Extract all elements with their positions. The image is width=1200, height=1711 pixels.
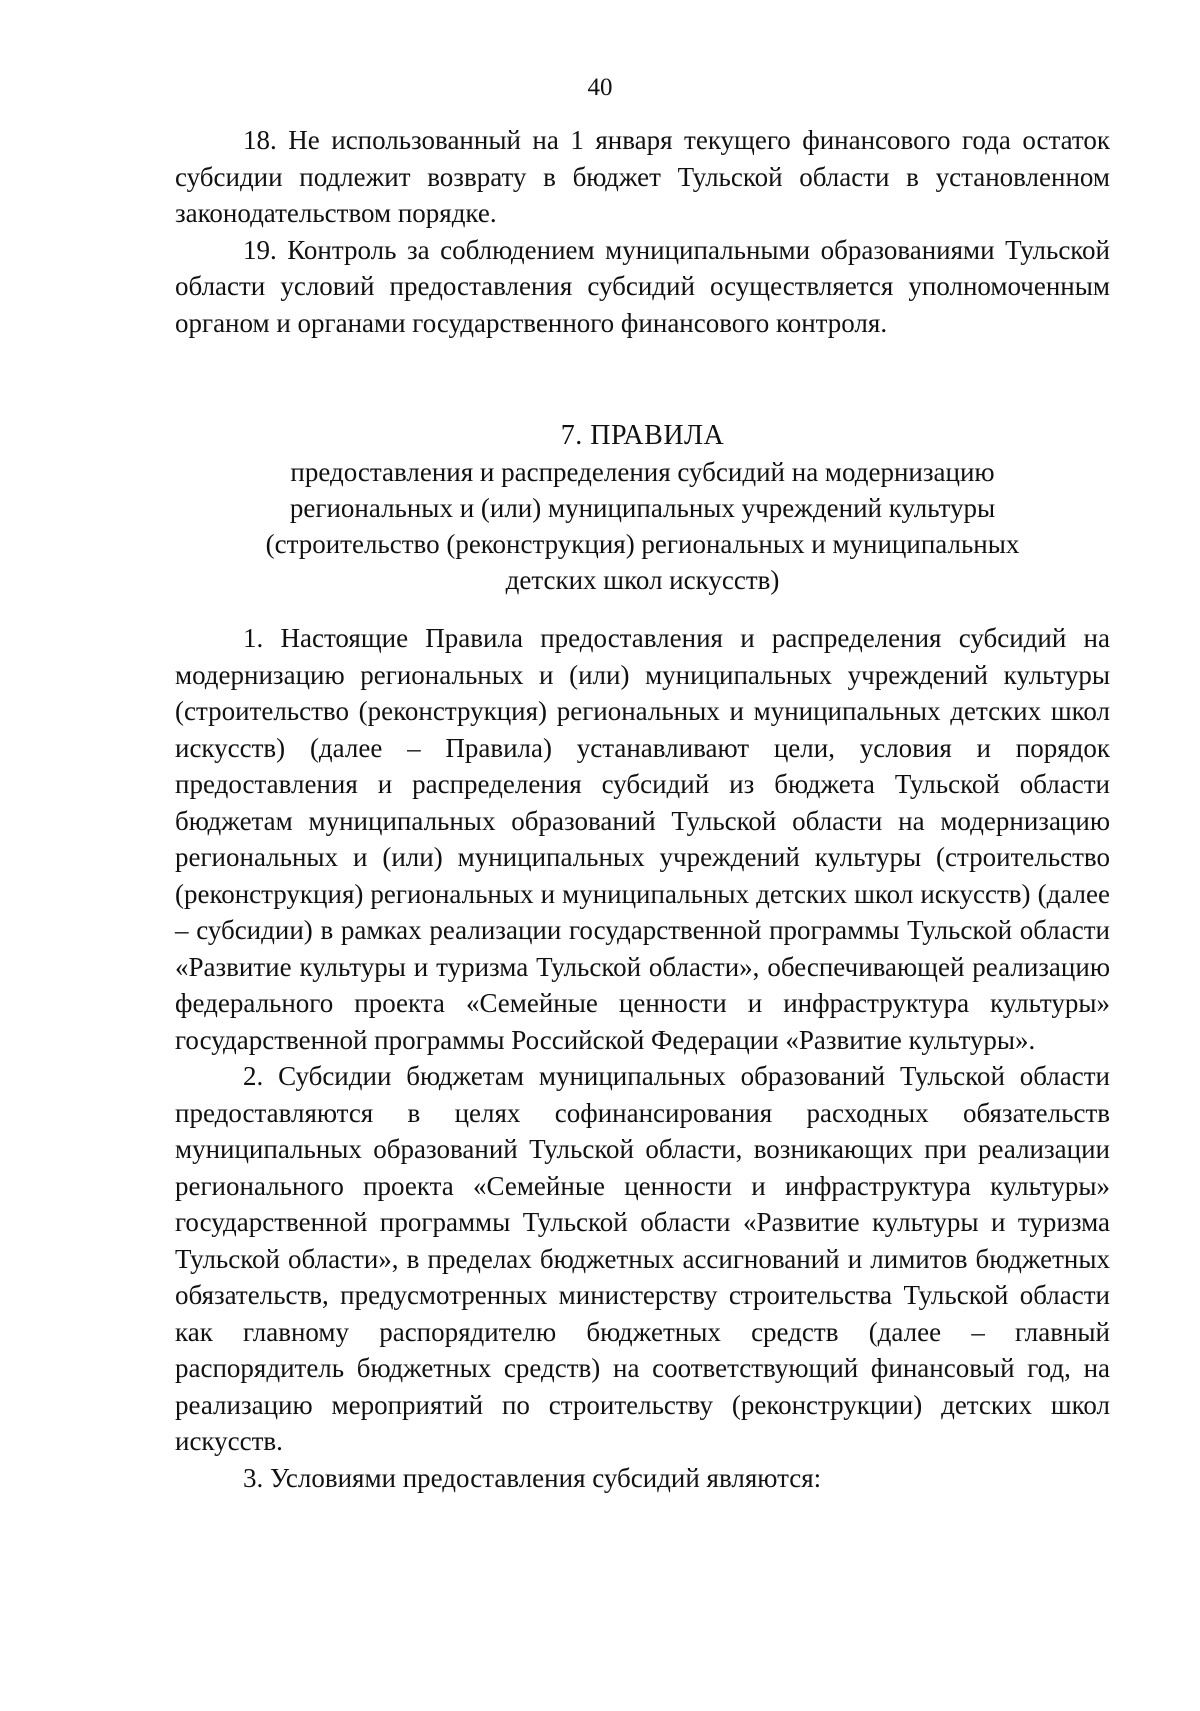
section-subtitle-line: региональных и (или) муниципальных учреждений культуры — [289, 493, 996, 523]
page-number: 40 — [587, 74, 613, 101]
rules-body — [175, 620, 1110, 1496]
section-subtitle-line: предоставления и распределения субсидий на модернизацию — [290, 457, 995, 487]
section-subtitle-line: (строительство (реконструкция) региональных и муниципальных — [265, 529, 1020, 559]
paragraph-18: 18. Не использованный на 1 января текущего финансового года остаток субсидии подлежит возврату в бюджет Тульской области в установленном законодательством порядке. — [175, 125, 1110, 228]
section-subtitle — [175, 454, 1110, 598]
section-subtitle-line: детских школ искусств) — [505, 565, 780, 595]
section-heading-block — [175, 418, 1110, 598]
paragraph-1: 1. Настоящие Правила предоставления и распределения субсидий на модернизацию региональных и (или) муниципальных учреждений культуры (строительство (реконструкция) региональных и муниципальных детских школ искусств) (далее – Правила) устанавливают цели, условия и порядок предоставления и распределения субсидий из бюджета Тульской области бюджетам муниципальных образований Тульской области на модернизацию региональных и (или) муниципальных учреждений культуры (строительство (реконструкция) региональных и муниципальных детских школ искусств) (далее – субсидии) в рамках реализации государственной программы Тульской области «Развитие культуры и туризма Тульской области», обеспечивающей реализацию федерального проекта «Семейные ценности и инфраструктура культуры» государственной программы Российской Федерации «Развитие культуры». — [175, 623, 1110, 1055]
paragraph-3: 3. Условиями предоставления субсидий являются: — [243, 1462, 822, 1493]
top-paragraphs — [175, 122, 1110, 341]
paragraph-2: 2. Субсидии бюджетам муниципальных образований Тульской области предоставляются в целях софинансирования расходных обязательств муниципальных образований Тульской области, возникающих при реализации регионального проекта «Семейные ценности и инфраструктура культуры» государственной программы Тульской области «Развитие культуры и туризма Тульской области», в пределах бюджетных ассигнований и лимитов бюджетных обязательств, предусмотренных министерству строительства Тульской области как главному распорядителю бюджетных средств (далее – главный распорядитель бюджетных средств) на соответствующий финансовый год, на реализацию мероприятий по строительству (реконструкции) детских школ искусств. — [175, 1061, 1110, 1456]
paragraph-19: 19. Контроль за соблюдением муниципальными образованиями Тульской области условий предоставления субсидий осуществляется уполномоченным органом и органами государственного финансового контроля. — [175, 234, 1110, 338]
section-title: 7. ПРАВИЛА — [560, 420, 725, 451]
